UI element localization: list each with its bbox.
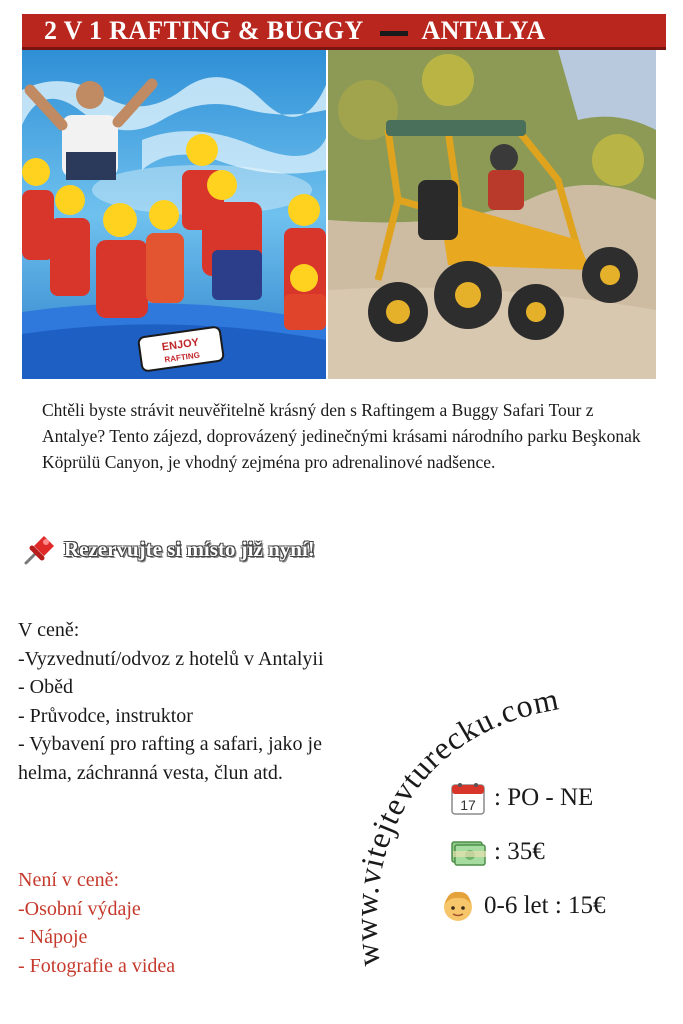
title-right: ANTALYA <box>421 16 546 45</box>
svg-text:ENJOY: ENJOY <box>161 336 200 354</box>
website-watermark <box>340 670 630 970</box>
svg-text:17: 17 <box>460 797 476 813</box>
buggy-photo <box>328 50 656 379</box>
list-item: - Průvodce, instruktor <box>18 704 193 727</box>
included-heading: V ceně: <box>18 619 80 641</box>
days-text: : PO - NE <box>494 784 594 811</box>
title-left: 2 V 1 RAFTING & BUGGY <box>44 16 364 45</box>
svg-text:www.vitejtevturecku.com <box>347 680 562 968</box>
list-item: -Osobní výdaje <box>18 897 141 920</box>
title-dash <box>380 31 408 36</box>
page-title <box>44 16 546 46</box>
child-price-info <box>440 888 606 924</box>
excluded-list <box>18 866 368 980</box>
intro-paragraph: Chtěli byste strávit neuvěřitelně krásný den s Raftingem a Buggy Safari Tour z Antalye? Tento zájezd, doprovázený jedinečnými krásami národního parku Beşkonak Köprülü Canyon, je vhodný zejména pro adrenalinové nadšence. <box>42 400 641 472</box>
days-info <box>450 780 593 816</box>
price-text: : 35€ <box>494 838 545 865</box>
list-item: - Vybavení pro rafting a safari, jako je helma, záchranná vesta, člun atd. <box>18 733 322 784</box>
price-info <box>450 834 545 870</box>
calendar-icon <box>450 780 486 816</box>
reserve-callout <box>22 532 315 566</box>
watermark-text: www.vitejtevturecku.com <box>347 680 563 969</box>
svg-text:RAFTING: RAFTING <box>163 350 201 365</box>
list-item: -Vyzvednutí/odvoz z hotelů v Antalyii <box>18 647 324 670</box>
list-item: - Nápoje <box>18 926 88 948</box>
excluded-heading: Není v ceně: <box>18 869 120 891</box>
reserve-text: Rezervujte si místo již nyní! <box>64 536 315 561</box>
list-item: - Oběd <box>18 676 73 698</box>
child-icon <box>440 888 476 924</box>
child-price-text: 0-6 let : 15€ <box>484 892 606 919</box>
list-item: - Fotografie a videa <box>18 954 176 977</box>
included-list <box>18 616 368 787</box>
title-banner <box>22 14 666 50</box>
pushpin-icon <box>22 532 58 566</box>
rafting-photo <box>22 50 326 379</box>
money-icon <box>450 834 486 870</box>
